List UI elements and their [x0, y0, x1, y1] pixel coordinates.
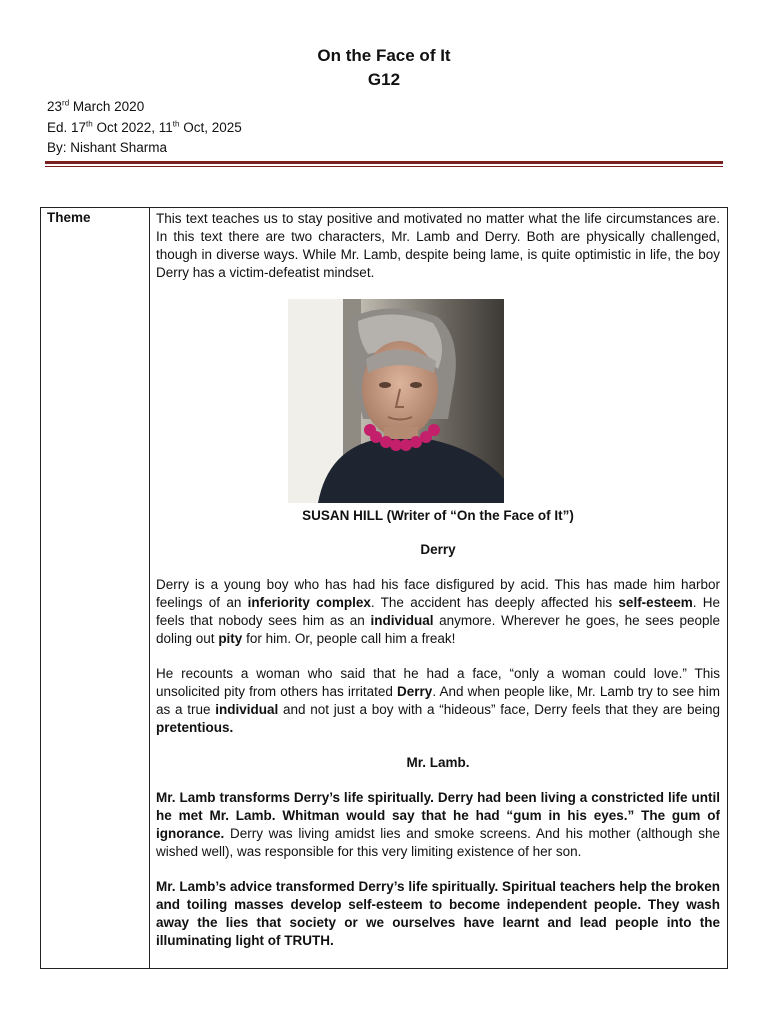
- author-portrait-image: [288, 299, 504, 503]
- date-line: 23rd March 2020: [47, 98, 145, 114]
- author-line: By: Nishant Sharma: [47, 140, 168, 155]
- derry-heading: Derry: [420, 542, 456, 557]
- theme-table: [40, 207, 728, 969]
- table-row: [41, 208, 728, 969]
- derry-paragraph-1: Derry is a young boy who has had his face disfigured by acid. This has made him harbor feelings of an inferiority complex. The accident has deeply affected his self-esteem. He feels that nobody sees him as an individual anymore. Wherever he goes, he sees people doling out pity for him. Or, people call him a freak!: [156, 577, 720, 646]
- photo-caption: SUSAN HILL (Writer of “On the Face of It”): [302, 508, 574, 523]
- derry-paragraph-2: He recounts a woman who said that he had a face, “only a woman could love.” This unsolicited pity from others has irritated Derry. And when people like, Mr. Lamb try to see him as a true individual and not just a boy with a “hideous” face, Derry feels that they are being pretentious.: [156, 666, 720, 735]
- meta-block: [47, 97, 242, 159]
- header-divider-thick: [45, 161, 723, 164]
- page-title: On the Face of It: [317, 46, 451, 65]
- edit-dates-line: Ed. 17th Oct 2022, 11th Oct, 2025: [47, 119, 242, 135]
- lamb-paragraph-1: Mr. Lamb transforms Derry’s life spiritually. Derry had been living a constricted life until he met Mr. Lamb. Whitman would say that he had “gum in his eyes.” The gum of ignorance. Derry was living amidst lies and smoke screens. And his mother (although she wished well), was responsible for this very limiting existence of her son.: [156, 790, 720, 859]
- lamb-paragraph-2: Mr. Lamb’s advice transformed Derry’s life spiritually. Spiritual teachers help the broken and toiling masses develop self-esteem to become independent people. They wash away the lies that society or we ourselves have learnt and lead people into the illuminating light of TRUTH.: [156, 879, 720, 948]
- author-photo: [288, 299, 504, 503]
- lamb-heading: Mr. Lamb.: [406, 755, 470, 770]
- theme-label: Theme: [41, 208, 150, 969]
- header-divider-thin: [45, 166, 723, 167]
- title-block: [0, 44, 768, 92]
- theme-content: [150, 208, 728, 969]
- intro-paragraph: This text teaches us to stay positive and motivated no matter what the life circumstances are. In this text there are two characters, Mr. Lamb and Derry. Both are physically challenged, though in diverse ways. While Mr. Lamb, despite being lame, is quite optimistic in life, the boy Derry has a victim-defeatist mindset.: [156, 211, 720, 280]
- grade-label: G12: [367, 70, 401, 89]
